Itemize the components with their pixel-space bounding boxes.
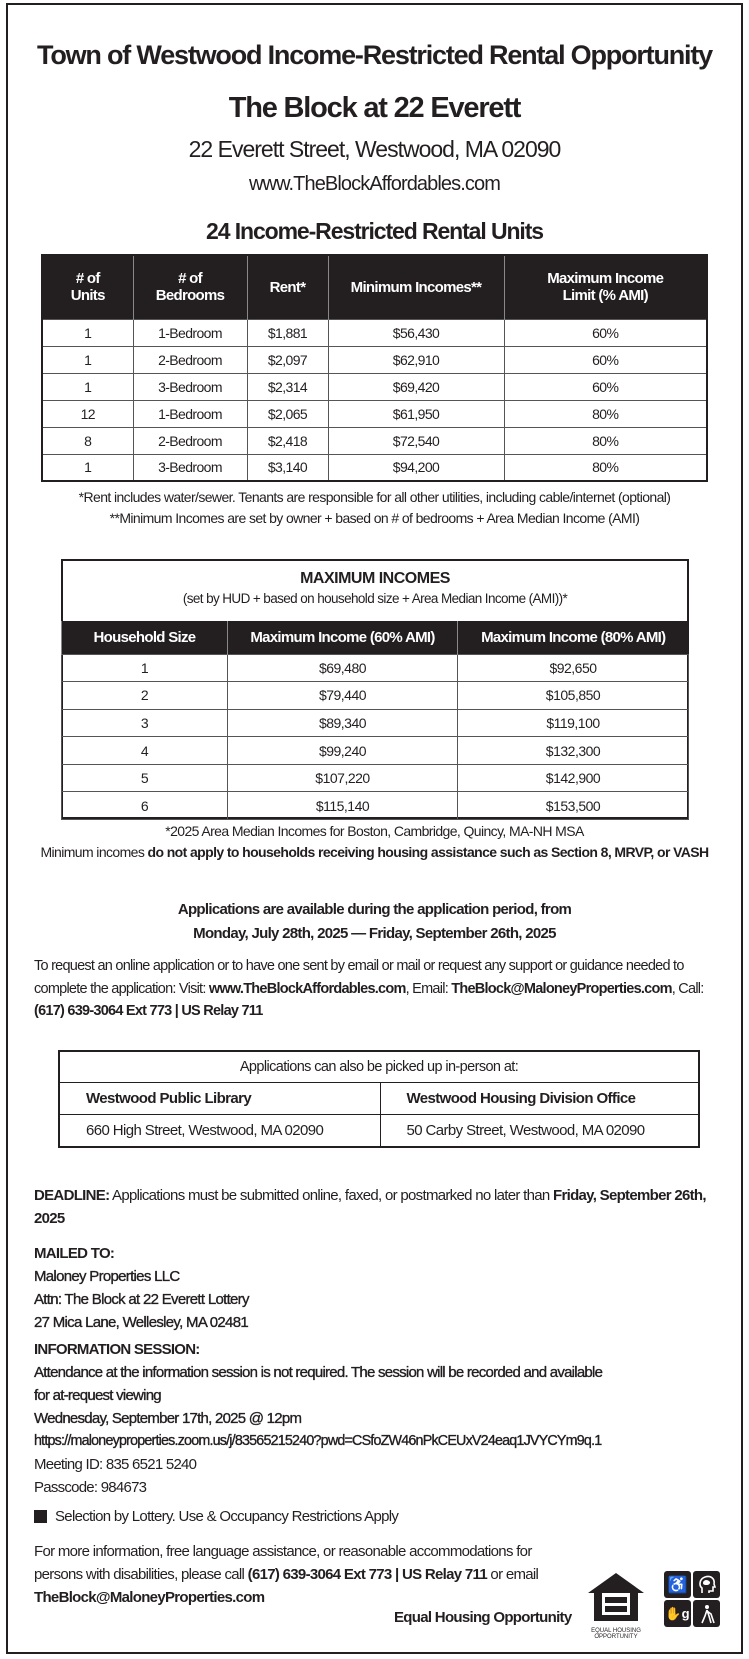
cell: $3,140 xyxy=(247,454,328,481)
col-rent: Rent* xyxy=(247,255,328,319)
info-session-label: INFORMATION SESSION: xyxy=(34,1341,200,1358)
col-max-income-limit xyxy=(504,255,707,319)
equal-housing-logo-icon xyxy=(586,1571,646,1640)
min-income-footnote: **Minimum Incomes are set by owner + based on # of bedrooms + Area Median Income (AMI) xyxy=(109,510,640,526)
more-info-phone: (617) 639-3064 Ext 773 | US Relay 711 xyxy=(247,1566,487,1583)
cell: $99,240 xyxy=(228,737,458,765)
table-row xyxy=(62,709,689,737)
cell: $61,950 xyxy=(328,400,504,427)
col-80-ami: Maximum Income (80% AMI) xyxy=(458,621,689,654)
cell: 6 xyxy=(62,792,228,820)
cell: 3-Bedroom xyxy=(133,373,247,400)
exemption-normal: Minimum incomes xyxy=(40,844,148,860)
eho-logo-text xyxy=(586,1628,646,1640)
rent-footnote: *Rent includes water/sewer. Tenants are responsible for all other utilities, including cable/internet (optional) xyxy=(78,489,671,505)
col-label: Limit (% AMI) xyxy=(562,287,648,305)
request-email-link[interactable]: TheBlock@MaloneyProperties.com xyxy=(451,980,672,997)
cell: $2,418 xyxy=(247,427,328,454)
cell: $105,850 xyxy=(458,682,689,710)
max-incomes-title: MAXIMUM INCOMES xyxy=(300,570,450,587)
property-address: 22 Everett Street, Westwood, MA 02090 xyxy=(188,136,561,162)
cell: 60% xyxy=(504,346,707,373)
pickup-names-row xyxy=(59,1082,699,1115)
cell: 12 xyxy=(42,400,133,427)
units-footnotes xyxy=(6,487,743,529)
request-phone: (617) 639-3064 Ext 773 | US Relay 711 xyxy=(34,1003,263,1019)
request-text: , Email: xyxy=(405,980,452,997)
col-label: Maximum Income xyxy=(547,270,664,288)
table-row xyxy=(42,400,707,427)
table-row xyxy=(62,654,689,682)
cell: 2-Bedroom xyxy=(133,346,247,373)
max-incomes-table xyxy=(61,621,689,820)
cell: $69,480 xyxy=(228,654,458,682)
cell: $89,340 xyxy=(228,709,458,737)
more-info-normal: or email xyxy=(486,1566,539,1583)
eho-logo-line: EQUAL HOUSING xyxy=(591,1628,641,1634)
table-row xyxy=(62,737,689,765)
cell: $153,500 xyxy=(458,792,689,820)
request-text: To request an online application or to have one sent by email or mail or request any support or guidance needed to complete the application: Visit: xyxy=(34,958,684,997)
pickup-location-name: Westwood Public Library xyxy=(59,1082,380,1115)
col-label: Bedrooms xyxy=(155,287,225,305)
cell: 1 xyxy=(42,346,133,373)
cell: $2,097 xyxy=(247,346,328,373)
property-website[interactable]: www.TheBlockAffordables.com xyxy=(248,173,500,195)
eho-logo-line: OPPORTUNITY xyxy=(594,1634,638,1640)
pickup-location-name: Westwood Housing Division Office xyxy=(380,1082,699,1115)
table-row xyxy=(42,427,707,454)
application-period-dates: Monday, July 28th, 2025 — Friday, September 26th, 2025 xyxy=(193,925,556,942)
pickup-header: Applications can also be picked up in-person at: xyxy=(59,1051,699,1082)
mailing-line: Maloney Properties LLC xyxy=(34,1268,180,1285)
col-units xyxy=(42,255,133,319)
cell: 1 xyxy=(62,654,228,682)
lottery-text: Selection by Lottery. Use & Occupancy Restrictions Apply xyxy=(55,1508,399,1525)
cell: $119,100 xyxy=(458,709,689,737)
cell: 60% xyxy=(504,319,707,346)
cell: 1 xyxy=(42,373,133,400)
request-application-text xyxy=(34,955,724,1023)
info-session-line: Attendance at the information session is not required. The session will be recorded and available xyxy=(34,1364,603,1381)
max-incomes-box xyxy=(61,559,689,819)
ami-footnote: *2025 Area Median Incomes for Boston, Cambridge, Quincy, MA-NH MSA xyxy=(165,823,584,839)
max-incomes-subtitle: (set by HUD + based on household size + Area Median Income (AMI))* xyxy=(182,591,568,606)
cell: 4 xyxy=(62,737,228,765)
application-period xyxy=(6,898,743,946)
col-60-ami: Maximum Income (60% AMI) xyxy=(228,621,458,654)
cell: 1-Bedroom xyxy=(133,319,247,346)
wheelchair-icon: ♿ xyxy=(664,1571,691,1598)
deadline-label: DEADLINE: xyxy=(34,1187,110,1204)
zoom-link[interactable]: https://maloneyproperties.zoom.us/j/83565215240?pwd=CSfoZW46nPkCEUxV24eaq1JVYCYm9q.1 xyxy=(34,1433,602,1449)
table-row xyxy=(42,454,707,481)
cell: 60% xyxy=(504,373,707,400)
cell: 2-Bedroom xyxy=(133,427,247,454)
min-income-exemption-note xyxy=(6,844,743,860)
col-label: # of xyxy=(178,270,202,288)
cell: $142,900 xyxy=(458,764,689,792)
units-table-title: 24 Income-Restricted Rental Units xyxy=(206,218,543,244)
deadline-text: Applications must be submitted online, faxed, or postmarked no later than xyxy=(109,1187,553,1204)
col-label: # of xyxy=(75,270,100,288)
application-period-line1: Applications are available during the application period, from xyxy=(177,901,572,918)
pickup-location-address: 50 Carby Street, Westwood, MA 02090 xyxy=(380,1115,699,1148)
cell: $94,200 xyxy=(328,454,504,481)
mailing-line: Attn: The Block at 22 Everett Lottery xyxy=(34,1291,249,1308)
cell: $2,314 xyxy=(247,373,328,400)
more-info-email-link[interactable]: TheBlock@MaloneyProperties.com xyxy=(34,1589,265,1606)
mailed-to-label: MAILED TO: xyxy=(34,1245,115,1262)
pickup-header-row xyxy=(59,1051,699,1082)
cell: $92,650 xyxy=(458,654,689,682)
cell: $56,430 xyxy=(328,319,504,346)
cognitive-head-icon xyxy=(693,1571,720,1598)
cell: $62,910 xyxy=(328,346,504,373)
cell: 1 xyxy=(42,319,133,346)
col-bedrooms xyxy=(133,255,247,319)
table-row xyxy=(62,792,689,820)
more-info-normal: For more information, free language assistance, or reasonable accommodations for persons with disabilities, please call xyxy=(34,1543,532,1583)
col-household-size: Household Size xyxy=(62,621,228,654)
cell: $79,440 xyxy=(228,682,458,710)
cell: 5 xyxy=(62,764,228,792)
cell: 80% xyxy=(504,454,707,481)
pickup-address-row xyxy=(59,1115,699,1148)
cell: $69,420 xyxy=(328,373,504,400)
request-website-link[interactable]: www.TheBlockAffordables.com xyxy=(208,980,406,997)
lottery-note xyxy=(34,1508,398,1525)
page-title: Town of Westwood Income-Restricted Rental Opportunity xyxy=(37,40,712,70)
max-incomes-heading xyxy=(63,561,687,606)
cell: $107,220 xyxy=(228,764,458,792)
table-row xyxy=(42,373,707,400)
cell: 3-Bedroom xyxy=(133,454,247,481)
cell: 80% xyxy=(504,400,707,427)
info-session-datetime: Wednesday, September 17th, 2025 @ 12pm xyxy=(34,1410,302,1427)
cell: 80% xyxy=(504,427,707,454)
table-row xyxy=(42,319,707,346)
mailed-to-section xyxy=(34,1242,724,1334)
deadline-section xyxy=(34,1184,724,1230)
cell: 8 xyxy=(42,427,133,454)
col-label: Units xyxy=(70,287,105,305)
max-incomes-header xyxy=(62,621,689,654)
request-text: , Call: xyxy=(671,980,704,997)
exemption-bold: do not apply to households receiving housing assistance such as Section 8, MRVP, or VASH xyxy=(147,844,709,860)
cell: $1,881 xyxy=(247,319,328,346)
deadline-date: Friday, September 26th, 2025 xyxy=(34,1187,706,1227)
pickup-location-address: 660 High Street, Westwood, MA 02090 xyxy=(59,1115,380,1148)
cell: $115,140 xyxy=(228,792,458,820)
col-min-income: Minimum Incomes** xyxy=(328,255,504,319)
equal-housing-label: Equal Housing Opportunity xyxy=(394,1609,572,1626)
cell: $132,300 xyxy=(458,737,689,765)
blind-cane-icon xyxy=(693,1600,720,1627)
cell: $72,540 xyxy=(328,427,504,454)
sign-language-icon: ✋g xyxy=(664,1600,691,1627)
pickup-locations-table xyxy=(58,1050,700,1148)
table-row xyxy=(62,764,689,792)
info-session-section xyxy=(34,1338,734,1499)
property-name: The Block at 22 Everett xyxy=(228,92,521,124)
cell: 1 xyxy=(42,454,133,481)
cell: 3 xyxy=(62,709,228,737)
cell: 2 xyxy=(62,682,228,710)
info-session-line: for at-request viewing xyxy=(34,1387,161,1404)
cell: 1-Bedroom xyxy=(133,400,247,427)
square-bullet-icon xyxy=(34,1510,47,1523)
mailing-line: 27 Mica Lane, Wellesley, MA 02481 xyxy=(34,1314,248,1331)
units-table xyxy=(41,254,708,482)
units-table-header xyxy=(42,255,707,319)
meeting-id: Meeting ID: 835 6521 5240 xyxy=(34,1456,197,1473)
more-info-text xyxy=(34,1540,554,1609)
accessibility-icons xyxy=(664,1571,720,1627)
passcode: Passcode: 984673 xyxy=(34,1479,147,1496)
cell: $2,065 xyxy=(247,400,328,427)
table-row xyxy=(42,346,707,373)
table-row xyxy=(62,682,689,710)
